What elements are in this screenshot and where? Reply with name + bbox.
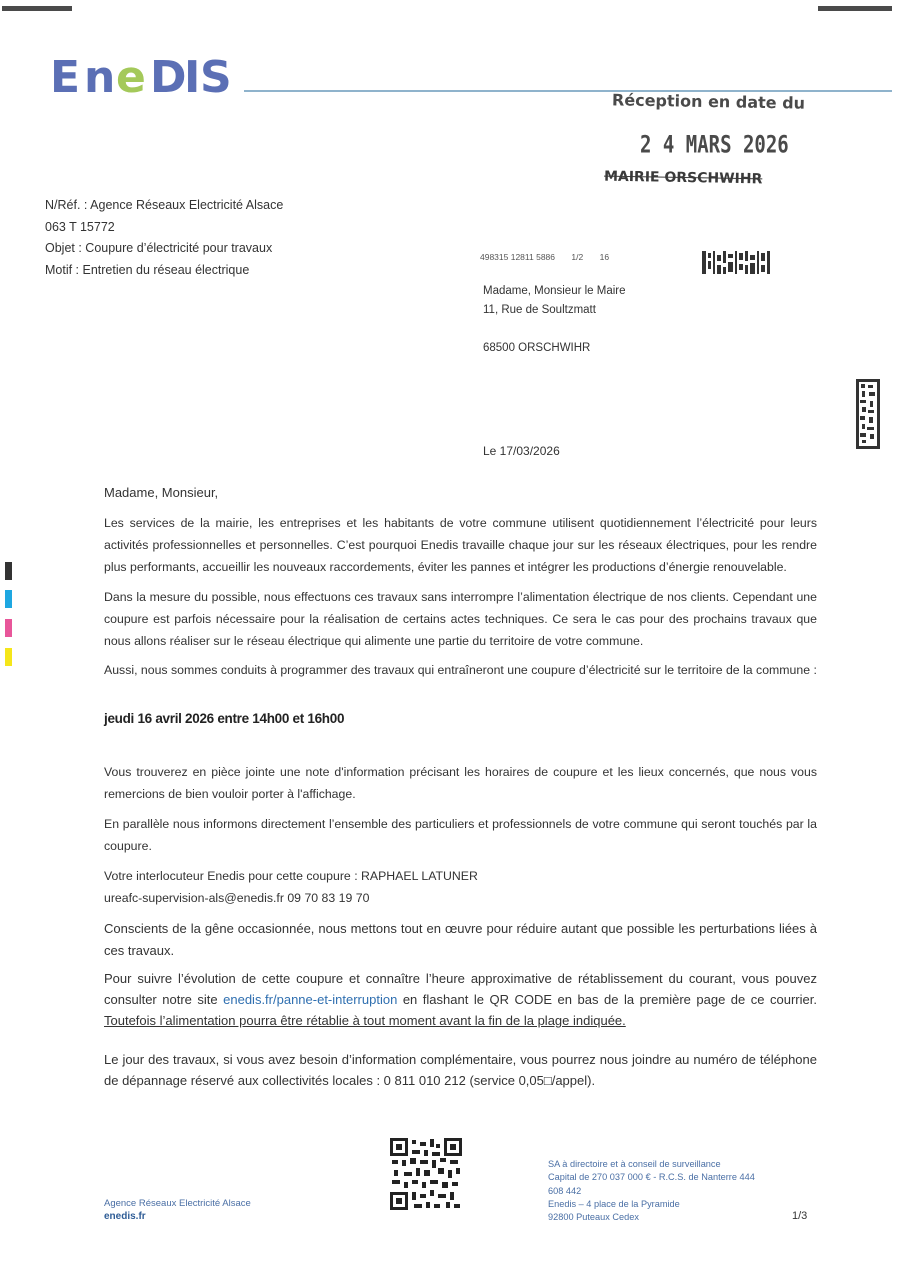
print-mark-yellow xyxy=(5,648,12,666)
barcode-icon xyxy=(702,251,770,274)
paragraph-8: Le jour des travaux, si vous avez besoin d’information complémentaire, vous pourrez nous joindre au numéro de téléphone de dépannage réservé aux collectivités locales : 0 811 010 212 (service 0,05□/appel). xyxy=(104,1052,817,1088)
paragraph-7 xyxy=(104,968,817,1031)
outage-date: jeudi 16 avril 2026 entre 14h00 et 16h00 xyxy=(104,711,345,726)
svg-text:I: I xyxy=(184,54,201,100)
paragraph-4: Vous trouverez en pièce jointe une note d'information précisant les horaires de coupure et les lieux concernés, que nous vous remercions de bien vouloir porter à l'affichage. xyxy=(104,765,817,801)
routing-code-page: 1/2 xyxy=(571,252,584,262)
svg-text:E: E xyxy=(50,54,80,100)
print-mark-magenta xyxy=(5,619,12,637)
routing-code-main: 498315 12811 5886 xyxy=(480,252,556,262)
svg-text:S: S xyxy=(200,54,232,100)
recipient-street: 11, Rue de Soultzmatt xyxy=(483,304,596,316)
print-mark-cyan xyxy=(5,590,12,608)
legal-line-1: SA à directoire et à conseil de surveillance xyxy=(548,1159,721,1169)
recipient-city: 68500 ORSCHWIHR xyxy=(483,342,591,354)
p7-text-c: Toutefois l’alimentation pourra être rétablie à tout moment avant la fin de la plage indiquée. xyxy=(104,1013,626,1028)
paragraph-1: Les services de la mairie, les entreprises et les habitants de votre commune utilisent quotidiennement l’électricité pour leurs activités professionnelles et personnelles. C’est pourquoi Enedis travaille chaque jour sur les réseaux électriques, pour les rendre plus performants, accueillir les nouveaux raccordements, éviter les pannes et intégrer les productions d’énergie renouvelable. xyxy=(104,516,817,574)
paragraph-2: Dans la mesure du possible, nous effectuons ces travaux sans interrompre l’alimentation électrique de nos clients. Cependant une coupure est parfois nécessaire pour la réalisation de certains actes techniques. Ce sera le cas pour des prochains travaux que nous allons réaliser sur le réseau électrique qui alimente une partie du territoire de votre commune. xyxy=(104,590,817,648)
greeting: Madame, Monsieur, xyxy=(104,485,219,500)
reception-stamp-label: Réception en date du xyxy=(611,90,806,113)
svg-text:e: e xyxy=(116,54,146,100)
mail-routing-code xyxy=(480,252,623,262)
p7-text-b: en flashant le QR CODE en bas de la première page de ce courrier. xyxy=(397,992,817,1007)
recipient-name: Madame, Monsieur le Maire xyxy=(483,285,626,297)
footer-agency: Agence Réseaux Electricité Alsace xyxy=(104,1198,251,1209)
outage-info-link[interactable]: enedis.fr/panne-et-interruption xyxy=(223,992,398,1007)
reception-stamp-date: 2 4 MARS 2026 xyxy=(640,131,789,159)
paragraph-5: En parallèle nous informons directement l’ensemble des particuliers et professionnels de votre commune qui seront touchés par la coupure. xyxy=(104,817,817,853)
paragraph-3: Aussi, nous sommes conduits à programmer des travaux qui entraîneront une coupure d’électricité sur le territoire de la commune : xyxy=(104,663,817,677)
page-number: 1/3 xyxy=(792,1210,808,1222)
ref-object: Objet : Coupure d’électricité pour travaux xyxy=(45,241,273,255)
routing-code-count: 16 xyxy=(599,252,610,262)
p7-text-a: Pour suivre l’évolution de cette coupure et connaître l’heure approximative de rétablissement du courant, vous pouvez consulter notre site xyxy=(104,971,817,1007)
legal-line-5: 92800 Puteaux Cedex xyxy=(548,1212,639,1223)
footer-agency-block xyxy=(104,1197,251,1223)
qr-code-icon[interactable] xyxy=(390,1138,462,1210)
scan-mark-left xyxy=(2,6,72,11)
svg-text:n: n xyxy=(84,54,116,100)
reception-stamp-mairie: MAIRIE ORSCHWIHR xyxy=(603,168,763,188)
reference-block xyxy=(45,195,283,281)
ref-agency: N/Réf. : Agence Réseaux Electricité Alsace xyxy=(45,198,284,212)
print-mark-black xyxy=(5,562,12,580)
scan-mark-right xyxy=(818,6,892,11)
footer-legal-block xyxy=(548,1158,755,1224)
paragraph-6: Conscients de la gêne occasionnée, nous mettons tout en œuvre pour réduire autant que possible les perturbations liées à ces travaux. xyxy=(104,921,817,958)
enedis-logo xyxy=(50,54,240,100)
contact-details: ureafc-supervision-als@enedis.fr 09 70 83 19 70 xyxy=(104,891,370,905)
legal-line-2: Capital de 270 037 000 € - R.C.S. de Nanterre 444 xyxy=(548,1172,755,1183)
side-datamatrix-icon xyxy=(856,379,880,449)
header-rule xyxy=(244,90,892,92)
ref-number: 063 T 15772 xyxy=(45,219,115,234)
legal-line-3: 608 442 xyxy=(548,1185,582,1196)
recipient-address xyxy=(483,282,626,358)
contact-person: Votre interlocuteur Enedis pour cette coupure : RAPHAEL LATUNER xyxy=(104,869,478,883)
letter-date: Le 17/03/2026 xyxy=(483,444,560,458)
ref-reason: Motif : Entretien du réseau électrique xyxy=(45,262,250,277)
legal-line-4: Enedis – 4 place de la Pyramide xyxy=(548,1198,680,1209)
svg-text:D: D xyxy=(150,54,187,100)
contact-block xyxy=(104,865,817,909)
footer-site-link[interactable]: enedis.fr xyxy=(104,1211,146,1222)
